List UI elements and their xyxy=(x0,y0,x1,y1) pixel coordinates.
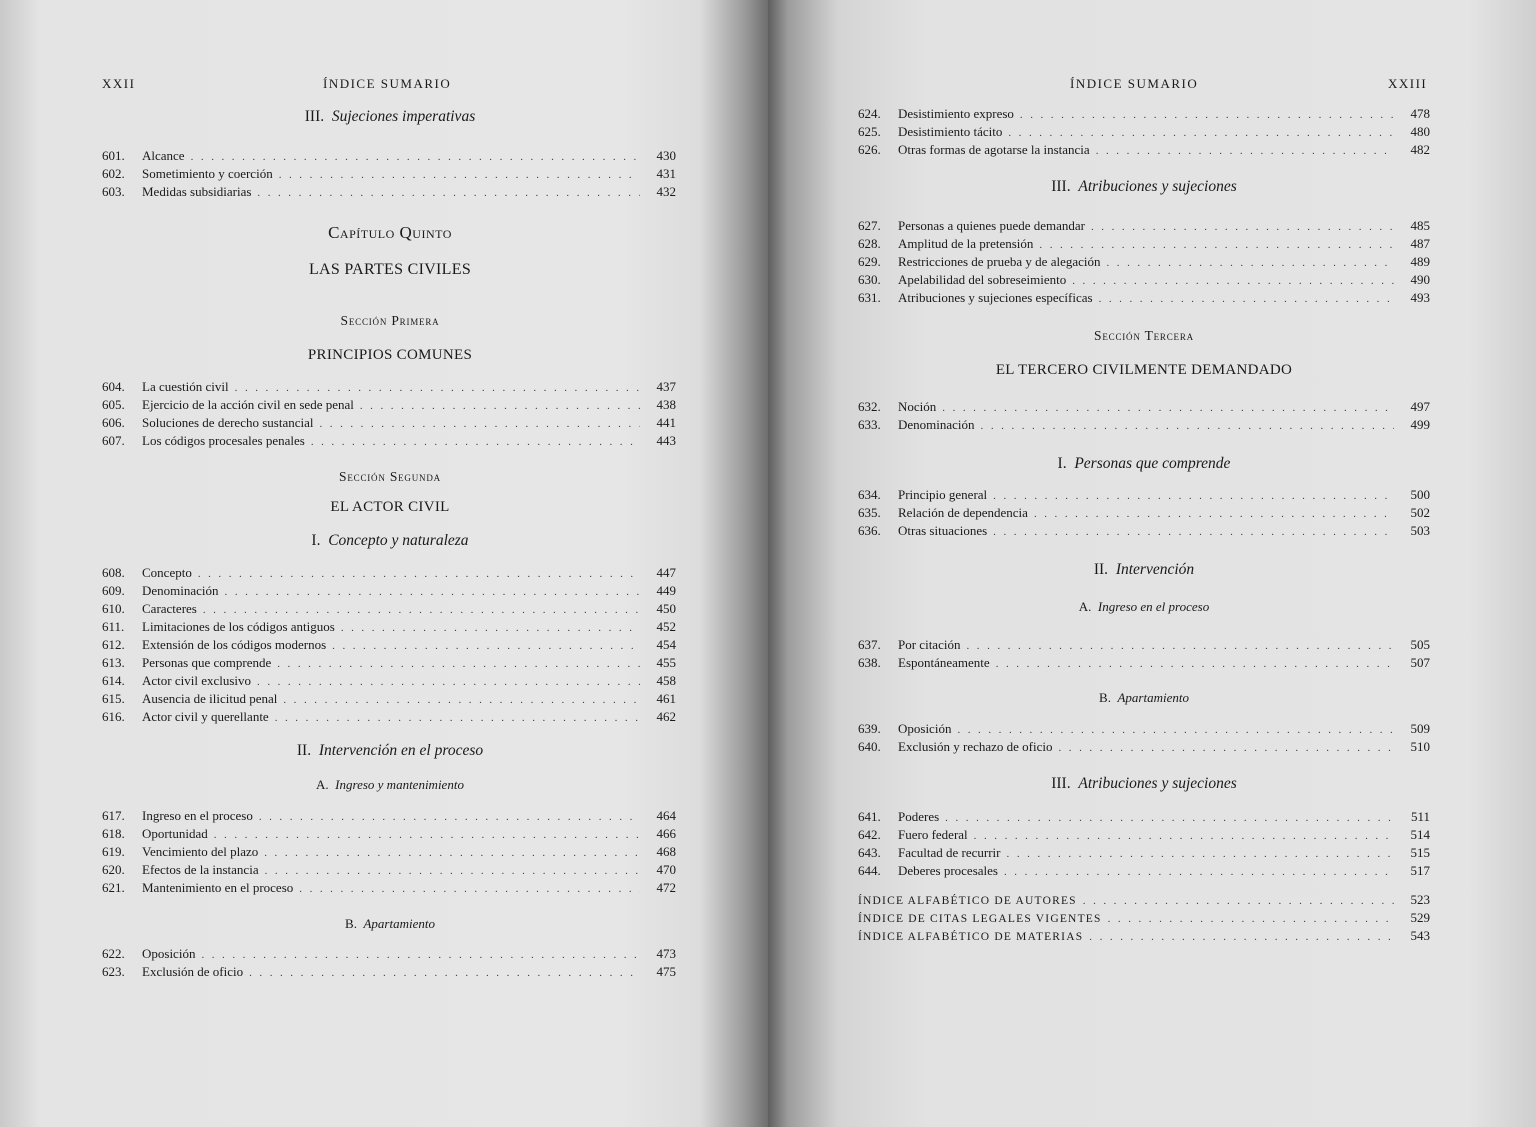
toc-entry xyxy=(102,600,676,618)
entry-number: 622. xyxy=(102,946,125,961)
entry-title: Soluciones de derecho sustancial xyxy=(142,415,314,430)
entry-title: Desistimiento expreso xyxy=(898,106,1014,121)
section-heading: III. Sujeciones imperativas xyxy=(304,108,476,125)
toc-entry xyxy=(102,582,676,600)
entry-number: 627. xyxy=(858,218,881,233)
toc-entry xyxy=(858,891,1430,909)
toc-entry xyxy=(858,123,1430,141)
entry-title: Espontáneamente xyxy=(898,655,990,670)
entry-number: 629. xyxy=(858,254,881,269)
entry-title: Ejercicio de la acción civil en sede penal xyxy=(142,397,354,412)
entry-page: 490 xyxy=(1410,272,1430,287)
chapter-title: LAS PARTES CIVILES xyxy=(308,261,472,278)
entry-number: 625. xyxy=(858,124,881,139)
entry-number: 614. xyxy=(102,673,125,688)
entry-title: Relación de dependencia xyxy=(898,505,1028,520)
toc-list xyxy=(102,147,676,201)
entry-title: Atribuciones y sujeciones específicas xyxy=(898,290,1093,305)
toc-entry xyxy=(102,690,676,708)
entry-page: 482 xyxy=(1410,142,1430,157)
entry-title: Por citación xyxy=(898,637,961,652)
leader-dots xyxy=(1072,272,1394,290)
entry-number: 603. xyxy=(102,184,125,199)
index-list xyxy=(858,891,1430,945)
entry-page: 502 xyxy=(1410,505,1430,520)
leader-dots xyxy=(957,721,1394,739)
entry-page: 437 xyxy=(656,379,676,394)
entry-title: Concepto xyxy=(142,565,192,580)
entry-page: 543 xyxy=(1410,928,1430,943)
toc-list xyxy=(858,486,1430,540)
entry-number: 639. xyxy=(858,721,881,736)
toc-entry xyxy=(858,862,1430,880)
toc-entry xyxy=(102,147,676,165)
leader-dots xyxy=(257,184,640,202)
section-title: EL ACTOR CIVIL xyxy=(330,499,450,515)
leader-dots xyxy=(1008,124,1394,142)
leader-dots xyxy=(1034,505,1394,523)
toc-entry xyxy=(858,504,1430,522)
entry-page: 438 xyxy=(656,397,676,412)
entry-number: 613. xyxy=(102,655,125,670)
entry-number: 611. xyxy=(102,619,125,634)
toc-entry xyxy=(858,398,1430,416)
entry-title: Fuero federal xyxy=(898,827,968,842)
entry-number: 618. xyxy=(102,826,125,841)
toc-list xyxy=(102,378,676,450)
toc-entry xyxy=(858,654,1430,672)
toc-entry xyxy=(102,672,676,690)
leader-dots xyxy=(1096,142,1394,160)
toc-entry xyxy=(858,522,1430,540)
toc-list xyxy=(858,720,1430,756)
leader-dots xyxy=(993,487,1394,505)
running-head-right: ÍNDICE SUMARIO xyxy=(1070,76,1199,91)
entry-title: Poderes xyxy=(898,809,940,824)
toc-entry xyxy=(858,105,1430,123)
entry-page: 505 xyxy=(1410,637,1430,652)
entry-page: 443 xyxy=(656,433,676,448)
entry-page: 485 xyxy=(1410,218,1430,233)
entry-number: 623. xyxy=(102,964,125,979)
chapter-label: Capítulo Quinto xyxy=(328,223,452,242)
entry-page: 523 xyxy=(1410,892,1430,907)
toc-entry xyxy=(858,909,1430,927)
entry-page: 473 xyxy=(656,946,676,961)
entry-page: 472 xyxy=(656,880,676,895)
entry-title: Amplitud de la pretensión xyxy=(898,236,1034,251)
entry-number: 624. xyxy=(858,106,881,121)
leader-dots xyxy=(1039,236,1394,254)
entry-number: 641. xyxy=(858,809,881,824)
toc-entry xyxy=(858,253,1430,271)
leader-dots xyxy=(203,601,640,619)
toc-entry xyxy=(102,963,676,981)
page-number-left: XXII xyxy=(102,76,136,91)
entry-title: Otras formas de agotarse la instancia xyxy=(898,142,1090,157)
entry-page: 493 xyxy=(1410,290,1430,305)
entry-title: Actor civil exclusivo xyxy=(142,673,252,688)
entry-number: 602. xyxy=(102,166,125,181)
entry-number: 608. xyxy=(102,565,125,580)
entry-number: 640. xyxy=(858,739,881,754)
leader-dots xyxy=(235,379,640,397)
leader-dots xyxy=(257,673,640,691)
leader-dots xyxy=(264,844,640,862)
subsection-heading: A. Ingreso y mantenimiento xyxy=(316,777,464,792)
leader-dots xyxy=(198,565,640,583)
entry-number: 632. xyxy=(858,399,881,414)
entry-title: Personas que comprende xyxy=(142,655,272,670)
entry-page: 511 xyxy=(1410,809,1430,824)
toc-entry xyxy=(858,271,1430,289)
leader-dots xyxy=(214,826,640,844)
entry-number: 616. xyxy=(102,709,125,724)
entry-title: ÍNDICE DE CITAS LEGALES VIGENTES xyxy=(858,913,1102,925)
entry-number: 612. xyxy=(102,637,125,652)
leader-dots xyxy=(1091,218,1394,236)
entry-number: 619. xyxy=(102,844,125,859)
leader-dots xyxy=(279,166,640,184)
entry-page: 510 xyxy=(1410,739,1430,754)
toc-entry xyxy=(858,826,1430,844)
leader-dots xyxy=(283,691,640,709)
entry-page: 432 xyxy=(656,184,676,199)
toc-entry xyxy=(858,738,1430,756)
entry-title: Vencimiento del plazo xyxy=(142,844,259,859)
entry-number: 605. xyxy=(102,397,125,412)
toc-entry xyxy=(102,378,676,396)
toc-entry xyxy=(102,396,676,414)
section-heading: I. Concepto y naturaleza xyxy=(311,532,469,549)
toc-list xyxy=(858,636,1430,672)
leader-dots xyxy=(225,583,640,601)
entry-number: 617. xyxy=(102,808,125,823)
entry-title: Efectos de la instancia xyxy=(142,862,259,877)
entry-page: 449 xyxy=(656,583,676,598)
leader-dots xyxy=(1108,910,1394,928)
entry-number: 621. xyxy=(102,880,125,895)
entry-title: Deberes procesales xyxy=(898,863,998,878)
leader-dots xyxy=(360,397,640,415)
entry-title: Restricciones de prueba y de alegación xyxy=(898,254,1101,269)
toc-list xyxy=(858,217,1430,307)
toc-list xyxy=(102,564,676,726)
entry-page: 454 xyxy=(656,637,676,652)
leader-dots xyxy=(277,655,640,673)
entry-number: 620. xyxy=(102,862,125,877)
subsection-heading: B. Apartamiento xyxy=(345,916,435,931)
toc-entry xyxy=(858,636,1430,654)
entry-page: 466 xyxy=(656,826,676,841)
entry-title: Los códigos procesales penales xyxy=(142,433,305,448)
entry-title: Facultad de recurrir xyxy=(898,845,1001,860)
right-page xyxy=(768,0,1536,1127)
entry-title: Denominación xyxy=(898,417,975,432)
entry-number: 601. xyxy=(102,148,125,163)
entry-page: 470 xyxy=(656,862,676,877)
entry-title: Oposición xyxy=(142,946,196,961)
leader-dots xyxy=(1020,106,1394,124)
entry-page: 468 xyxy=(656,844,676,859)
leader-dots xyxy=(974,827,1394,845)
entry-title: La cuestión civil xyxy=(142,379,229,394)
leader-dots xyxy=(996,655,1394,673)
subsection-heading: B. Apartamiento xyxy=(1099,690,1189,705)
entry-title: ÍNDICE ALFABÉTICO DE MATERIAS xyxy=(858,931,1084,943)
leader-dots xyxy=(201,946,640,964)
leader-dots xyxy=(265,862,640,880)
leader-dots xyxy=(299,880,640,898)
leader-dots xyxy=(1083,892,1394,910)
toc-entry xyxy=(102,414,676,432)
entry-number: 634. xyxy=(858,487,881,502)
toc-entry xyxy=(858,486,1430,504)
toc-entry xyxy=(858,289,1430,307)
entry-page: 452 xyxy=(656,619,676,634)
entry-title: Ausencia de ilicitud penal xyxy=(142,691,278,706)
section-label: Sección Segunda xyxy=(339,469,441,484)
entry-title: Exclusión de oficio xyxy=(142,964,244,979)
entry-page: 455 xyxy=(656,655,676,670)
toc-entry xyxy=(858,416,1430,434)
toc-entry xyxy=(102,945,676,963)
entry-page: 500 xyxy=(1410,487,1430,502)
entry-number: 604. xyxy=(102,379,125,394)
toc-entry xyxy=(858,720,1430,738)
toc-entry xyxy=(102,165,676,183)
entry-title: Sometimiento y coerción xyxy=(142,166,273,181)
toc-entry xyxy=(858,927,1430,945)
entry-title: ÍNDICE ALFABÉTICO DE AUTORES xyxy=(858,895,1077,907)
entry-number: 642. xyxy=(858,827,881,842)
entry-number: 606. xyxy=(102,415,125,430)
toc-entry xyxy=(102,861,676,879)
toc-entry xyxy=(102,636,676,654)
entry-title: Principio general xyxy=(898,487,988,502)
entry-page: 461 xyxy=(656,691,676,706)
entry-page: 478 xyxy=(1410,106,1430,121)
section-heading: III. Atribuciones y sujeciones xyxy=(1051,178,1237,195)
entry-page: 464 xyxy=(656,808,676,823)
entry-title: Alcance xyxy=(142,148,185,163)
toc-entry xyxy=(102,618,676,636)
leader-dots xyxy=(945,809,1394,827)
toc-entry xyxy=(102,807,676,825)
entry-page: 447 xyxy=(656,565,676,580)
entry-title: Denominación xyxy=(142,583,219,598)
entry-page: 430 xyxy=(656,148,676,163)
entry-page: 450 xyxy=(656,601,676,616)
entry-page: 497 xyxy=(1410,399,1430,414)
entry-page: 517 xyxy=(1410,863,1430,878)
entry-page: 515 xyxy=(1410,845,1430,860)
leader-dots xyxy=(341,619,640,637)
leader-dots xyxy=(1007,845,1394,863)
leader-dots xyxy=(942,399,1394,417)
leader-dots xyxy=(993,523,1394,541)
leader-dots xyxy=(249,964,640,982)
entry-page: 529 xyxy=(1410,910,1430,925)
entry-page: 509 xyxy=(1410,721,1430,736)
entry-title: Mantenimiento en el proceso xyxy=(142,880,294,895)
toc-entry xyxy=(102,825,676,843)
entry-title: Otras situaciones xyxy=(898,523,988,538)
entry-page: 431 xyxy=(656,166,676,181)
entry-title: Personas a quienes puede demandar xyxy=(898,218,1085,233)
toc-entry xyxy=(102,708,676,726)
leader-dots xyxy=(319,415,640,433)
toc-list xyxy=(858,105,1430,159)
entry-number: 630. xyxy=(858,272,881,287)
entry-number: 643. xyxy=(858,845,881,860)
entry-page: 503 xyxy=(1410,523,1430,538)
toc-list xyxy=(102,807,676,897)
entry-page: 499 xyxy=(1410,417,1430,432)
toc-entry xyxy=(858,844,1430,862)
entry-title: Desistimiento tácito xyxy=(898,124,1003,139)
entry-title: Medidas subsidiarias xyxy=(142,184,252,199)
running-head-left: ÍNDICE SUMARIO xyxy=(323,76,452,91)
entry-page: 462 xyxy=(656,709,676,724)
entry-number: 633. xyxy=(858,417,881,432)
entry-title: Oportunidad xyxy=(142,826,208,841)
leader-dots xyxy=(275,709,640,727)
entry-page: 514 xyxy=(1410,827,1430,842)
toc-entry xyxy=(102,843,676,861)
toc-list xyxy=(102,945,676,981)
section-heading: II. Intervención en el proceso xyxy=(296,742,484,759)
section-heading: II. Intervención xyxy=(1093,561,1195,578)
entry-number: 644. xyxy=(858,863,881,878)
entry-number: 610. xyxy=(102,601,125,616)
entry-page: 480 xyxy=(1410,124,1430,139)
leader-dots xyxy=(191,148,640,166)
leader-dots xyxy=(259,808,640,826)
toc-entry xyxy=(102,183,676,201)
leader-dots xyxy=(332,637,640,655)
entry-page: 475 xyxy=(656,964,676,979)
leader-dots xyxy=(1059,739,1395,757)
section-title: PRINCIPIOS COMUNES xyxy=(307,347,473,363)
section-label: Sección Primera xyxy=(340,313,440,328)
leader-dots xyxy=(966,637,1394,655)
toc-entry xyxy=(102,654,676,672)
toc-entry xyxy=(858,217,1430,235)
entry-number: 635. xyxy=(858,505,881,520)
entry-title: Actor civil y querellante xyxy=(142,709,269,724)
entry-number: 637. xyxy=(858,637,881,652)
leader-dots xyxy=(311,433,640,451)
entry-page: 487 xyxy=(1410,236,1430,251)
section-heading: I. Personas que comprende xyxy=(1057,455,1231,472)
entry-page: 441 xyxy=(656,415,676,430)
entry-number: 638. xyxy=(858,655,881,670)
toc-entry xyxy=(102,564,676,582)
toc-entry xyxy=(858,808,1430,826)
entry-page: 507 xyxy=(1410,655,1430,670)
entry-title: Oposición xyxy=(898,721,952,736)
entry-number: 631. xyxy=(858,290,881,305)
entry-number: 607. xyxy=(102,433,125,448)
toc-entry xyxy=(102,432,676,450)
leader-dots xyxy=(1107,254,1395,272)
section-heading: III. Atribuciones y sujeciones xyxy=(1051,775,1237,792)
subsection-heading: A. Ingreso en el proceso xyxy=(1078,599,1210,614)
toc-entry xyxy=(102,879,676,897)
entry-title: Apelabilidad del sobreseimiento xyxy=(898,272,1067,287)
leader-dots xyxy=(981,417,1394,435)
page-number-right: XXIII xyxy=(1388,76,1428,91)
section-label: Sección Tercera xyxy=(1094,328,1194,343)
toc-entry xyxy=(858,235,1430,253)
section-title: EL TERCERO CIVILMENTE DEMANDADO xyxy=(995,362,1293,378)
leader-dots xyxy=(1099,290,1394,308)
entry-title: Noción xyxy=(898,399,937,414)
toc-entry xyxy=(858,141,1430,159)
toc-list xyxy=(858,808,1430,880)
entry-number: 628. xyxy=(858,236,881,251)
leader-dots xyxy=(1004,863,1394,881)
entry-number: 609. xyxy=(102,583,125,598)
entry-title: Ingreso en el proceso xyxy=(142,808,253,823)
entry-page: 489 xyxy=(1410,254,1430,269)
entry-title: Exclusión y rechazo de oficio xyxy=(898,739,1053,754)
entry-number: 615. xyxy=(102,691,125,706)
entry-title: Extensión de los códigos modernos xyxy=(142,637,327,652)
entry-number: 636. xyxy=(858,523,881,538)
entry-title: Limitaciones de los códigos antiguos xyxy=(142,619,335,634)
entry-title: Caracteres xyxy=(142,601,197,616)
entry-number: 626. xyxy=(858,142,881,157)
leader-dots xyxy=(1089,928,1394,946)
entry-page: 458 xyxy=(656,673,676,688)
toc-list xyxy=(858,398,1430,434)
